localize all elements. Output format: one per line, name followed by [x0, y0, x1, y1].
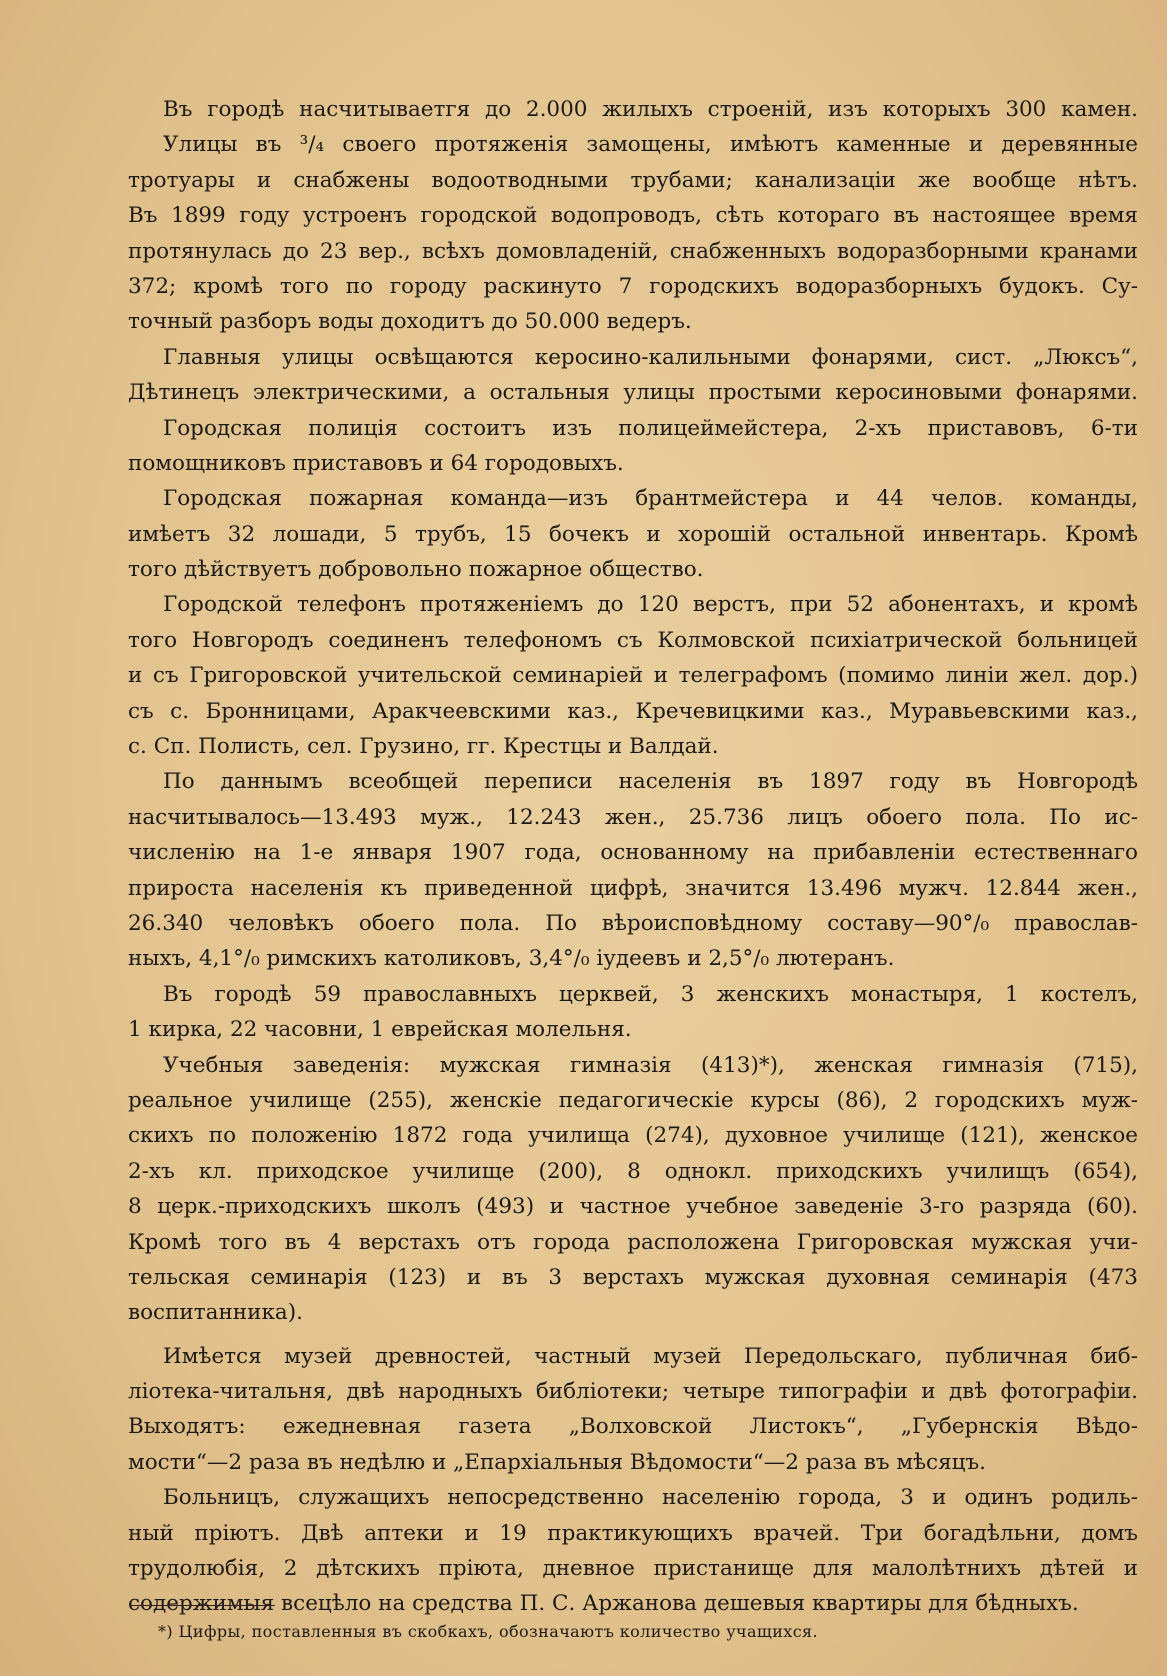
text-line: 372; кромѣ того по городу раскинуто 7 городскихъ водоразборныхъ будокъ. Су-	[128, 273, 1138, 299]
text-line: помощниковъ приставовъ и 64 городовыхъ.	[128, 450, 624, 476]
text-line: Городская пожарная команда—изъ брантмейстера и 44 челов. команды,	[163, 486, 1138, 512]
text-line: 2-хъ кл. приходское училище (200), 8 однокл. приходскихъ училищъ (654),	[128, 1158, 1138, 1184]
text-line: Городская полиція состоитъ изъ полицеймейстера, 2-хъ приставовъ, 6-ти	[163, 415, 1138, 441]
text-line: Кромѣ того въ 4 верстахъ отъ города расположена Григоровская мужская учи-	[128, 1229, 1138, 1255]
text-line: Въ городѣ насчитываетгя до 2.000 жилыхъ строеній, изъ которыхъ 300 камен.	[163, 97, 1138, 122]
text-line: воспитанника).	[128, 1300, 303, 1326]
text-line: прироста населенія къ приведенной цифрѣ, значится 13.496 мужч. 12.844 жен.,	[128, 875, 1138, 901]
text-line: имѣетъ 32 лошади, 5 трубъ, 15 бочекъ и хорошій остальной инвентарь. Кромѣ	[128, 521, 1138, 547]
text-line: реальное училище (255), женскіе педагогическіе курсы (86), 2 городскихъ муж-	[128, 1087, 1138, 1113]
text-line: того дѣйствуетъ добровольно пожарное общество.	[128, 557, 704, 583]
text-line: и съ Григоровской учительской семинаріей и телеграфомъ (помимо линіи жел. дор.)	[128, 663, 1138, 689]
text-line: Въ 1899 году устроенъ городской водопроводъ, сѣть котораго въ настоящее время	[128, 203, 1138, 229]
text-line: содержимыя всецѣло на средства П. С. Аржанова дешевыя квартиры для бѣдныхъ.	[128, 1591, 1079, 1617]
text-line: Выходятъ: ежедневная газета „Волховской Листокъ“, „Губернскія Вѣдо-	[128, 1414, 1138, 1440]
footnote-divider	[130, 1605, 275, 1606]
text-line: Городской телефонъ протяженіемъ до 120 верстъ, при 52 абонентахъ, и кромѣ	[163, 592, 1138, 618]
text-line: численію на 1-е января 1907 года, основанному на прибавленіи естественнаго	[128, 840, 1138, 866]
text-line: точный разборъ воды доходитъ до 50.000 ведеръ.	[128, 309, 692, 335]
text-line: Учебныя заведенія: мужская гимназія (413)*), женская гимназія (715),	[163, 1052, 1138, 1078]
text-line: 8 церк.-приходскихъ школъ (493) и частное учебное заведеніе 3-го разряда (60).	[128, 1194, 1138, 1220]
text-line: тельская семинарія (123) и въ 3 верстахъ мужская духовная семинарія (473	[128, 1264, 1138, 1290]
text-line: ныхъ, 4,1°/₀ римскихъ католиковъ, 3,4°/₀ іудеевъ и 2,5°/₀ лютеранъ.	[128, 946, 895, 972]
text-line: Имѣется музей древностей, частный музей Передольскаго, публичная биб-	[163, 1343, 1138, 1369]
text-line: Главныя улицы освѣщаются керосино-калильными фонарями, сист. „Люксъ“,	[163, 344, 1138, 370]
text-line: тротуары и снабжены водоотводными трубами; канализаціи же вообще нѣтъ.	[128, 167, 1138, 193]
text-line: 26.340 человѣкъ обоего пола. По вѣроисповѣдному составу—90°/₀ православ-	[128, 910, 1138, 936]
text-line: насчитывалось—13.493 муж., 12.243 жен., 25.736 лицъ обоего пола. По ис-	[128, 804, 1138, 830]
text-line: ный пріютъ. Двѣ аптеки и 19 практикующихъ врачей. Три богадѣльни, домъ	[128, 1520, 1138, 1546]
text-line: 1 кирка, 22 часовни, 1 еврейская молельня.	[128, 1017, 632, 1043]
text-line: ліотека-читальня, двѣ народныхъ библіотеки; четыре типографіи и двѣ фотографіи.	[128, 1379, 1138, 1405]
text-line: протянулась до 23 вер., всѣхъ домовладеній, снабженныхъ водоразборными кранами	[128, 238, 1138, 264]
text-line: мости“—2 раза въ недѣлю и „Епархіальныя Вѣдомости“—2 раза въ мѣсяцъ.	[128, 1449, 987, 1475]
text-line: Въ городѣ 59 православныхъ церквей, 3 женскихъ монастыря, 1 костелъ,	[163, 981, 1138, 1007]
body-text	[128, 92, 1138, 1622]
text-line: трудолюбія, 2 дѣтскихъ пріюта, дневное пристанище для малолѣтнихъ дѣтей и	[128, 1556, 1138, 1582]
text-line: с. Сп. Полисть, сел. Грузино, гг. Крестцы и Валдай.	[128, 734, 719, 760]
text-line: Больницъ, служащихъ непосредственно населенію города, 3 и одинъ родиль-	[163, 1485, 1138, 1511]
footnote: *) Цифры, поставленныя въ скобкахъ, обозначаютъ количество учащихся.	[158, 1622, 819, 1641]
text-line: По даннымъ всеобщей переписи населенія въ 1897 году въ Новгородѣ	[163, 769, 1138, 795]
text-line: скихъ по положенію 1872 года училища (274), духовное училище (121), женское	[128, 1123, 1138, 1149]
text-line: Улицы въ ³/₄ своего протяженія замощены, имѣютъ каменные и деревянные	[163, 132, 1138, 158]
text-line: съ с. Бронницами, Аракчеевскими каз., Кречевицкими каз., Муравьевскими каз.,	[128, 698, 1138, 724]
text-line: Дѣтинецъ электрическими, а остальныя улицы простыми керосиновыми фонарями.	[128, 380, 1138, 406]
text-line: того Новгородъ соединенъ телефономъ съ Колмовской психіатрической больницей	[128, 627, 1138, 653]
